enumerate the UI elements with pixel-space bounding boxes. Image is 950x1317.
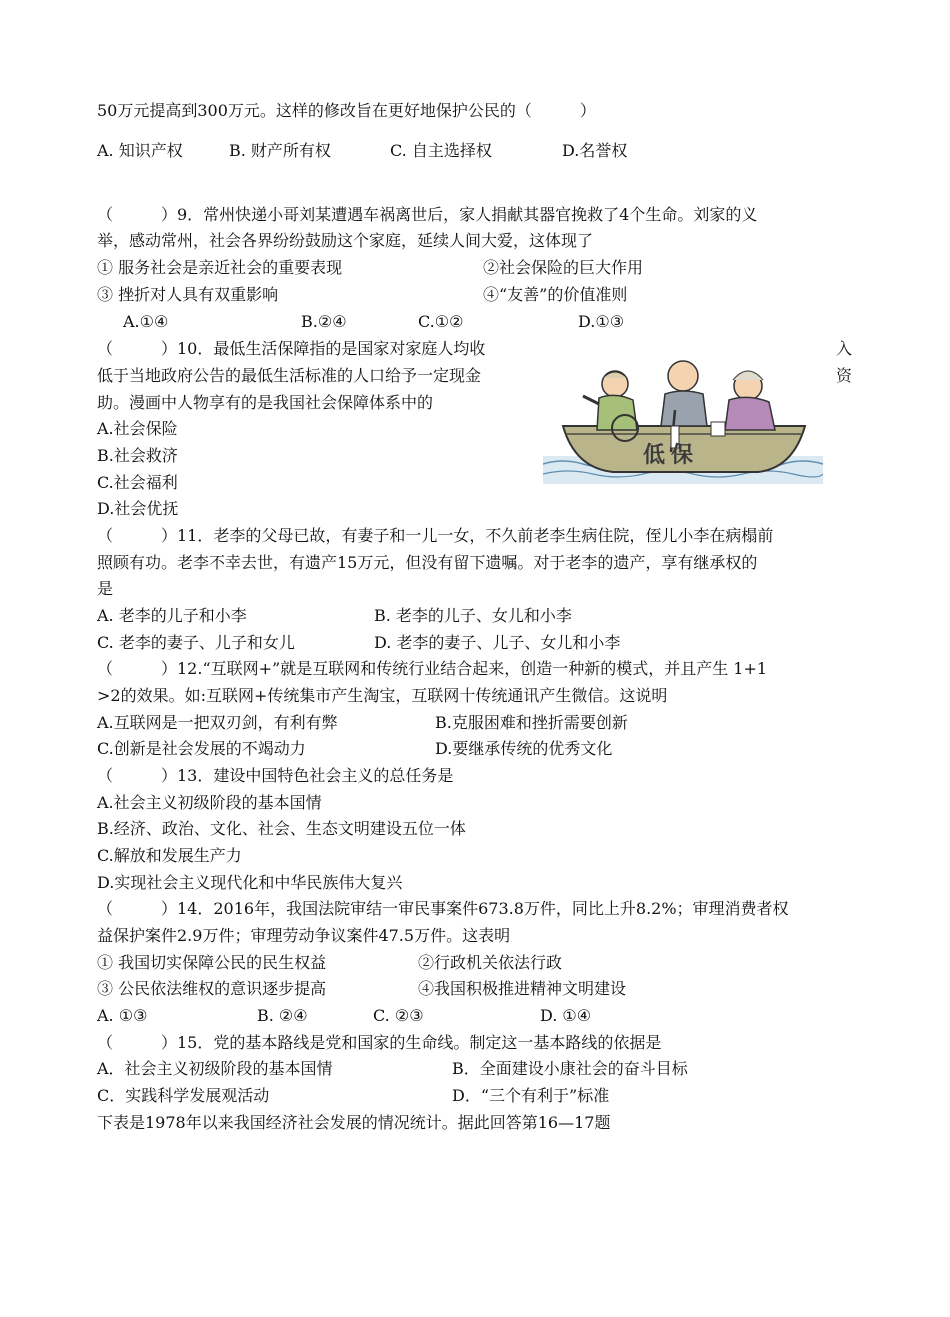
q14-option-b: B. ②④ (257, 1006, 308, 1025)
q9-item-1: ① 服务社会是亲近社会的重要表现 (97, 258, 343, 277)
q9-item-4: ④“友善”的价值准则 (483, 285, 628, 304)
q11-stem-line1: （ ）11．老李的父母已故，有妻子和一儿一女，不久前老李生病住院，侄儿小李在病榻前 (97, 526, 774, 545)
q11-stem-line3: 是 (97, 579, 114, 598)
q11-option-a: A. 老李的儿子和小李 (97, 606, 247, 625)
q14-item-2: ②行政机关依法行政 (418, 953, 563, 972)
q14-option-d: D. ①④ (540, 1006, 592, 1025)
q14-item-1: ① 我国切实保障公民的民生权益 (97, 953, 327, 972)
q11-option-d: D. 老李的妻子、儿子、女儿和小李 (374, 633, 621, 652)
q13-option-c: C.解放和发展生产力 (97, 846, 242, 865)
q12-stem-line1: （ ）12.“互联网+”就是互联网和传统行业结合起来，创造一种新的模式，并且产生 1+1 (97, 659, 768, 678)
q8-option-a: A. 知识产权 (97, 141, 183, 160)
elderly-woman-right (711, 371, 775, 436)
q10-stem-line2: 低于当地政府公告的最低生活标准的人口给予一定现金 (97, 366, 482, 385)
q9-item-3: ③ 挫折对人具有双重影响 (97, 285, 279, 304)
q11-stem-line2: 照顾有功。老李不幸去世，有遗产15万元，但没有留下遗嘱。对于老李的遗产，享有继承权的 (97, 553, 758, 572)
q15-option-b: B．全面建设小康社会的奋斗目标 (452, 1059, 688, 1078)
q9-stem-line1: （ ）9．常州快递小哥刘某遭遇车祸离世后，家人捐献其器官挽救了4个生命。刘家的义 (97, 205, 758, 224)
q13-stem: （ ）13．建设中国特色社会主义的总任务是 (97, 766, 454, 785)
q14-stem-line1: （ ）14．2016年，我国法院审结一审民事案件673.8万件，同比上升8.2%；审理消费者权 (97, 899, 789, 918)
q13-option-d: D.实现社会主义现代化和中华民族伟大复兴 (97, 873, 403, 892)
q14-stem-line2: 益保护案件2.9万件；审理劳动争议案件47.5万件。这表明 (97, 926, 511, 945)
q8-option-d: D.名誉权 (562, 141, 628, 160)
q10-stem-line1-end: 入 (836, 339, 853, 358)
q9-option-c: C.①② (418, 312, 464, 331)
q14-option-c: C. ②③ (373, 1006, 424, 1025)
q10-option-b: B.社会救济 (97, 446, 178, 465)
q8-stem: 50万元提高到300万元。这样的修改旨在更好地保护公民的（ ） (97, 101, 596, 120)
q16-17-intro: 下表是1978年以来我国经济社会发展的情况统计。据此回答第16—17题 (97, 1113, 611, 1132)
q15-option-d: D．“三个有利于”标准 (452, 1086, 610, 1105)
q10-stem-line2-end: 资 (836, 366, 853, 385)
q10-option-d: D.社会优抚 (97, 499, 179, 518)
q10-stem-line3: 助。漫画中人物享有的是我国社会保障体系中的 (97, 393, 434, 412)
q11-option-c: C. 老李的妻子、儿子和女儿 (97, 633, 295, 652)
q12-stem-line2: >2的效果。如:互联网+传统集市产生淘宝，互联网十传统通讯产生微信。这说明 (97, 686, 668, 705)
q9-option-a: A.①④ (123, 312, 169, 331)
q9-stem-line2: 举，感动常州，社会各界纷纷鼓励这个家庭，延续人间大爱，这体现了 (97, 231, 594, 250)
q15-stem: （ ）15．党的基本路线是党和国家的生命线。制定这一基本路线的依据是 (97, 1033, 662, 1052)
q14-item-3: ③ 公民依法维权的意识逐步提高 (97, 979, 327, 998)
q8-option-c: C. 自主选择权 (390, 141, 492, 160)
q14-option-a: A. ①③ (97, 1006, 148, 1025)
q9-option-d: D.①③ (578, 312, 625, 331)
q11-option-b: B. 老李的儿子、女儿和小李 (374, 606, 572, 625)
q12-option-c: C.创新是社会发展的不竭动力 (97, 739, 306, 758)
low-income-boat-cartoon (543, 356, 823, 484)
q14-item-4: ④我国积极推进精神文明建设 (418, 979, 627, 998)
q8-option-b: B. 财产所有权 (229, 141, 331, 160)
q10-option-a: A.社会保险 (97, 419, 178, 438)
q12-option-b: B.克服困难和挫折需要创新 (435, 713, 628, 732)
q9-option-b: B.②④ (301, 312, 347, 331)
q12-option-a: A.互联网是一把双刃剑，有利有弊 (97, 713, 338, 732)
q12-option-d: D.要继承传统的优秀文化 (435, 739, 613, 758)
q10-option-c: C.社会福利 (97, 473, 178, 492)
q15-option-c: C．实践科学发展观活动 (97, 1086, 270, 1105)
q13-option-b: B.经济、政治、文化、社会、生态文明建设五位一体 (97, 819, 466, 838)
q15-option-a: A．社会主义初级阶段的基本国情 (97, 1059, 333, 1078)
q9-item-2: ②社会保险的巨大作用 (483, 258, 644, 277)
q10-stem-line1: （ ）10．最低生活保障指的是国家对家庭人均收 (97, 339, 486, 358)
q13-option-a: A.社会主义初级阶段的基本国情 (97, 793, 322, 812)
boat-label: 低保 (643, 443, 700, 468)
